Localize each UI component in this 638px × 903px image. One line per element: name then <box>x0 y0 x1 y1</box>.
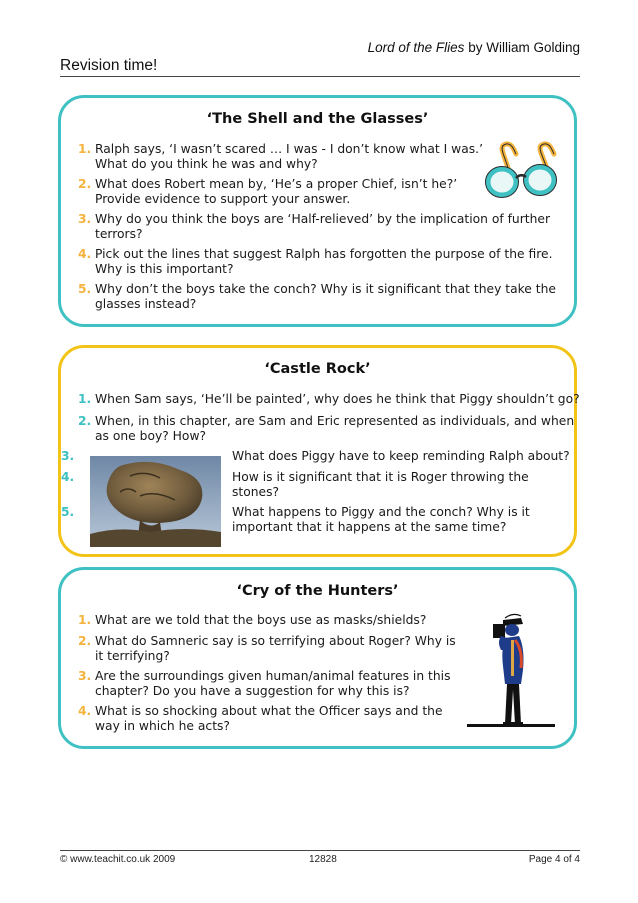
question-text <box>232 505 530 535</box>
question-number: 5. <box>78 282 92 296</box>
question-line: Why do you think the boys are ‘Half-relieved’ by the implication of further <box>95 212 551 226</box>
question-number: 2. <box>78 634 92 648</box>
question-line: Pick out the lines that suggest Ralph has forgotten the purpose of the fire. <box>95 247 553 261</box>
question-line: it terrifying? <box>95 649 170 663</box>
question-text <box>95 392 580 407</box>
question-line: What does Piggy have to keep reminding Ralph about? <box>232 449 570 463</box>
question-text <box>95 634 456 664</box>
question-number: 4. <box>78 704 92 718</box>
question-text <box>95 613 426 628</box>
question-number: 4. <box>78 247 92 261</box>
header-divider <box>60 76 580 77</box>
question-line: What does Robert mean by, ‘He’s a proper Chief, isn’t he?’ <box>95 177 458 191</box>
question-number: 5. <box>61 505 75 519</box>
question-text <box>95 704 443 734</box>
question-line: terrors? <box>95 227 143 241</box>
section-title: ‘The Shell and the Glasses’ <box>206 111 429 127</box>
question-line: way in which he acts? <box>95 719 230 733</box>
section-title: ‘Cry of the Hunters’ <box>236 583 399 599</box>
question-line: Provide evidence to support your answer. <box>95 192 351 206</box>
question-line: Why don’t the boys take the conch? Why is it significant that they take the <box>95 282 556 296</box>
question-number: 4. <box>61 470 75 484</box>
revision-heading: Revision time! <box>60 57 158 74</box>
question-line: What do Samneric say is so terrifying about Roger? Why is <box>95 634 456 648</box>
question-line: Ralph says, ‘I wasn’t scared … I was - I don’t know what I was.’ <box>95 142 483 156</box>
question-line: Why is this important? <box>95 262 234 276</box>
question-text <box>232 470 529 500</box>
question-line: When Sam says, ‘He’ll be painted’, why does he think that Piggy shouldn’t go? <box>95 392 580 406</box>
question-line: How is it significant that it is Roger throwing the <box>232 470 529 484</box>
question-number: 3. <box>78 212 92 226</box>
question-line: as one boy? How? <box>95 429 207 443</box>
question-line: What is so shocking about what the Officer says and the <box>95 704 443 718</box>
rock-image <box>90 456 221 547</box>
question-line: stones? <box>232 485 280 499</box>
question-number: 3. <box>61 449 75 463</box>
question-line: When, in this chapter, are Sam and Eric represented as individuals, and when <box>95 414 575 428</box>
question-number: 1. <box>78 392 92 406</box>
question-text <box>95 282 556 312</box>
document-title <box>368 40 580 55</box>
question-number: 2. <box>78 414 92 428</box>
footer-divider <box>60 850 580 851</box>
book-title: Lord of the Flies <box>367 40 465 55</box>
author-text: by William Golding <box>468 40 580 55</box>
question-text <box>95 212 550 242</box>
question-line: chapter? Do you have a suggestion for why this is? <box>95 684 410 698</box>
question-line: important that it happens at the same time? <box>232 520 507 534</box>
footer-page-number: Page 4 of 4 <box>528 854 580 865</box>
question-text <box>232 449 570 464</box>
question-line: What happens to Piggy and the conch? Why is it <box>232 505 530 519</box>
question-number: 2. <box>78 177 92 191</box>
question-text <box>95 247 553 277</box>
question-text <box>95 414 574 444</box>
footer-code: 12828 <box>309 854 337 865</box>
footer-copyright: © www.teachit.co.uk 2009 <box>60 854 176 865</box>
question-text <box>95 669 451 699</box>
question-text <box>95 177 457 207</box>
question-line: What do you think he was and why? <box>95 157 318 171</box>
section-title: ‘Castle Rock’ <box>264 361 371 377</box>
officer-binoculars-icon <box>463 610 559 734</box>
question-number: 1. <box>78 613 92 627</box>
question-line: What are we told that the boys use as masks/shields? <box>95 613 427 627</box>
question-number: 1. <box>78 142 92 156</box>
question-line: glasses instead? <box>95 297 197 311</box>
glasses-icon <box>484 140 562 202</box>
question-line: Are the surroundings given human/animal features in this <box>95 669 451 683</box>
question-number: 3. <box>78 669 92 683</box>
question-text <box>95 142 483 172</box>
